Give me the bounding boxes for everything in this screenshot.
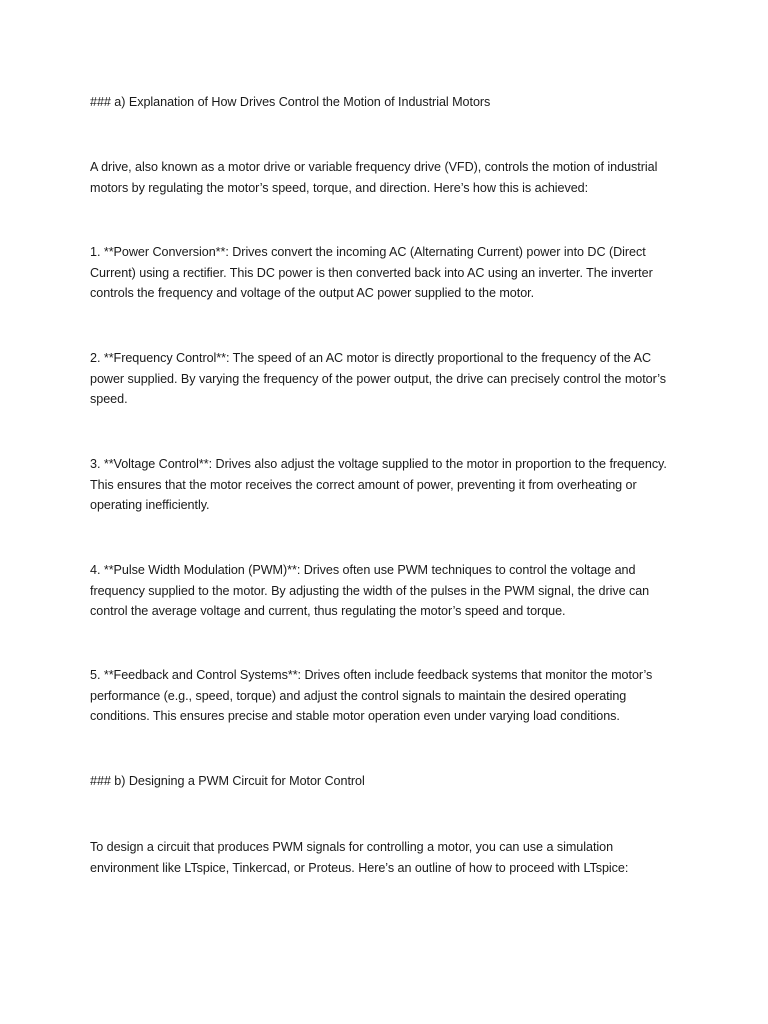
list-item-feedback-control: 5. **Feedback and Control Systems**: Drives often include feedback systems that monitor the motor’s performance (e.g., speed, torque) and adjust the control signals to maintain the desired operating conditions. This ensures precise and stable motor operation even under varying load conditions. (90, 668, 653, 723)
list-item-pwm: 4. **Pulse Width Modulation (PWM)**: Drives often use PWM techniques to control the voltage and frequency supplied to the motor. By adjusting the width of the pulses in the PWM signal, the drive can control the average voltage and current, thus regulating the motor’s speed and torque. (90, 563, 650, 618)
list-item-frequency-control: 2. **Frequency Control**: The speed of an AC motor is directly proportional to the frequency of the AC power supplied. By varying the frequency of the power output, the drive can precisely control the motor’s speed. (90, 351, 667, 406)
heading-section-b: ### b) Designing a PWM Circuit for Motor Control (90, 774, 365, 788)
list-item-power-conversion: 1. **Power Conversion**: Drives convert the incoming AC (Alternating Current) power into DC (Direct Current) using a rectifier. This DC power is then converted back into AC using an inverter. The inverter controls the frequency and voltage of the output AC power supplied to the motor. (90, 245, 653, 300)
heading-section-a: ### a) Explanation of How Drives Control the Motion of Industrial Motors (90, 95, 491, 109)
intro-paragraph: A drive, also known as a motor drive or variable frequency drive (VFD), controls the motion of industrial motors by regulating the motor’s speed, torque, and direction. Here’s how this is achieved: (90, 160, 658, 195)
outro-paragraph: To design a circuit that produces PWM signals for controlling a motor, you can use a simulation environment like LTspice, Tinkercad, or Proteus. Here’s an outline of how to proceed with LTspice: (90, 840, 629, 875)
list-item-voltage-control: 3. **Voltage Control**: Drives also adjust the voltage supplied to the motor in proportion to the frequency. This ensures that the motor receives the correct amount of power, preventing it from overheating or operating inefficiently. (90, 457, 667, 512)
